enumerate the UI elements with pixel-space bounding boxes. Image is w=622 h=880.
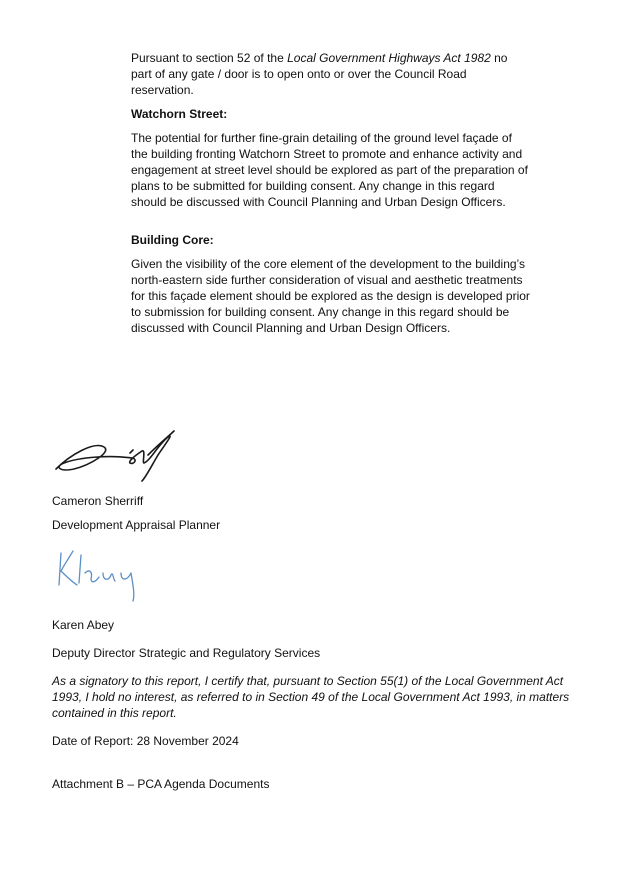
signature-cameron-sherriff <box>50 425 180 485</box>
watchorn-paragraph: The potential for further fine-grain detailing of the ground level façade of the building fronting Watchorn Street to promote and enhance activity and engagement at street level should be explored as part of the preparation of plans to be submitted for building consent. Any change in this regard should be discussed with Council Planning and Urban Design Officers. <box>131 131 528 209</box>
watchorn-heading: Watchorn Street: <box>131 107 228 121</box>
signatory-2-title: Deputy Director Strategic and Regulatory Services <box>52 646 321 660</box>
highways-act-name: Local Government Highways Act 1982 <box>287 51 491 65</box>
attachment-reference: Attachment B – PCA Agenda Documents <box>52 777 270 791</box>
highways-paragraph: Pursuant to section 52 of the Local Government Highways Act 1982 no part of any gate / door is to open onto or over the Council Road reservation. <box>131 51 508 97</box>
certification-statement: As a signatory to this report, I certify that, pursuant to Section 55(1) of the Local Government Act 1993, I hold no interest, as referred to in Section 49 of the Local Government Act 1993, in matters contained in this report. <box>52 674 570 720</box>
building-core-heading: Building Core: <box>131 233 214 247</box>
report-date: Date of Report: 28 November 2024 <box>52 734 239 748</box>
building-core-paragraph: Given the visibility of the core element of the development to the building’s north-eastern side further consideration of visual and aesthetic treatments for this façade element should be explored as the design is developed prior to submission for building consent. Any change in this regard should be discussed with Council Planning and Urban Design Officers. <box>131 257 530 335</box>
signatory-1-name: Cameron Sherriff <box>52 494 144 508</box>
signatory-1-title: Development Appraisal Planner <box>52 518 221 532</box>
signature-karen-abey <box>55 545 145 605</box>
signatory-2-name: Karen Abey <box>52 618 115 632</box>
